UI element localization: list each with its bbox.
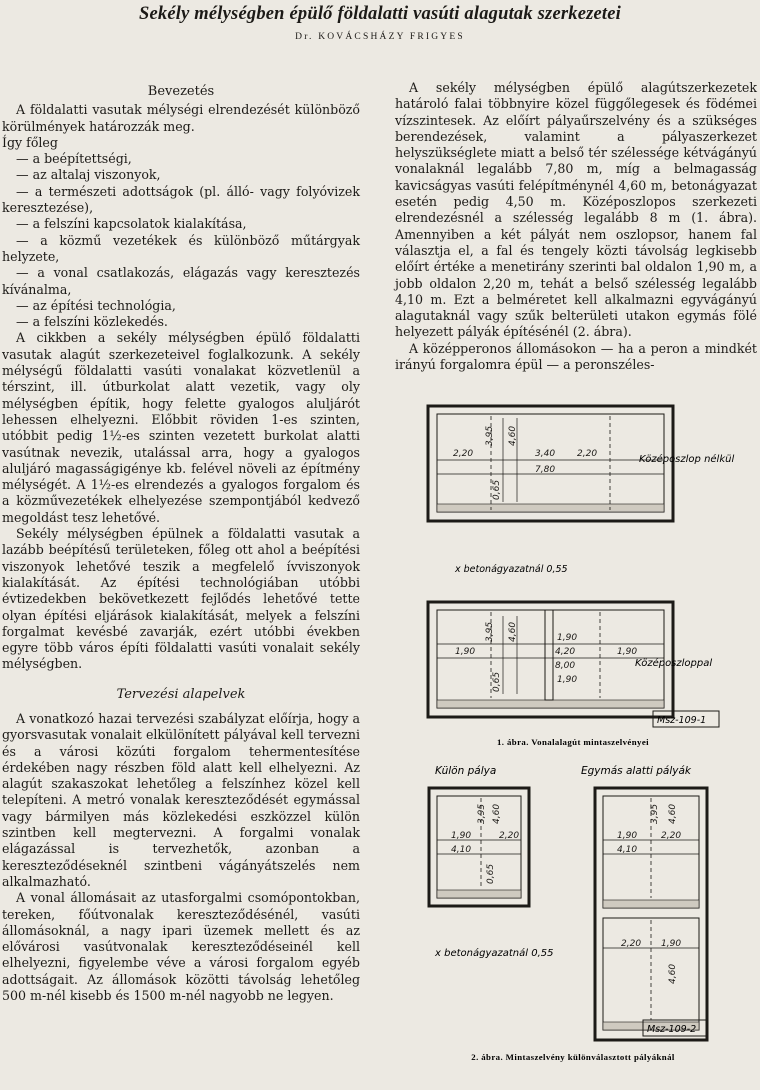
fig2-dim: 0,65 — [486, 863, 496, 884]
section-heading-design: Tervezési alapelvek — [116, 686, 246, 702]
fig2-dim: 4,60 — [668, 963, 678, 984]
factor-list — [2, 151, 360, 330]
fig1-dim: 1,90 — [557, 633, 578, 643]
fig1-dim: 3,40 — [535, 449, 556, 459]
fig2-dim: 4,60 — [492, 803, 502, 824]
list-item: — a beépítettségi, — [16, 151, 132, 167]
fig2-dim: 4,60 — [668, 803, 678, 824]
list-lead: Így főleg — [2, 134, 58, 150]
fig2-dim: 1,90 — [451, 831, 472, 841]
fig1-dim: 1,90 — [557, 675, 578, 685]
body-paragraph: A vonatkozó hazai tervezési szabályzat előírja, hogy a gyorsvasutak vonalait elkülönített pályával kell tervezni és a városi közúti forgalom tehermentesítése érdekében nagy részben föld alatt kell elhelyezni. Az alagút szakaszokat lehetőleg a felszínhez közel kell telepíteni. A metró vonalak kereszteződését egymással vagy bármilyen más közlekedési eszközzel külön szintben kell megtervezni. A forgalmi vonalak elágazással is tervezhetők, azonban a kereszteződéseknél szintbeni vágányátszelés nem alkalmazható. — [2, 710, 360, 889]
list-item: — az építési technológia, — [16, 297, 176, 313]
fig1-dim: 4,20 — [555, 647, 576, 657]
stacked-track-tunnel — [595, 788, 707, 1040]
list-item: — az altalaj viszonyok, — [16, 167, 161, 183]
list-item: — a felszíni közlekedés. — [16, 314, 168, 330]
fig2-label-right: Egymás alatti pályák — [581, 765, 692, 777]
fig1-dim: 0,65 — [492, 671, 502, 692]
fig2-dim: 3,95 — [477, 803, 487, 824]
fig2-label-left: Külön pálya — [435, 765, 497, 777]
body-paragraph: A vonal állomásait az utasforgalmi csomópontokban, tereken, főútvonalak kereszteződésénél, vasúti állomásoknál, a nagy ipari üzemek mellett és az elővárosi vasútvonalak kereszteződéseinél kell elhelyezni, figyelembe véve a városi forgalom egyéb adottságait. Az állomások közötti távolság lehetőleg 500 m-nél kisebb és 1500 m-nél nagyobb ne legyen. — [2, 890, 360, 1004]
fig1-dim: 1,90 — [617, 647, 638, 657]
list-item: — a vonal csatlakozás, elágazás vagy keresztezés kívánalma, — [2, 265, 360, 297]
section-heading-intro: Bevezetés — [147, 84, 215, 99]
fig2-dim: 4,10 — [617, 845, 638, 855]
fig1-code: Msz-109-1 — [657, 715, 707, 726]
fig2-note: x betonágyazatnál 0,55 — [435, 948, 554, 959]
body-paragraph: A középperonos állomásokon — ha a peron a mindkét irányú forgalomra épül — a peronszéles- — [395, 340, 757, 373]
fig1-dim: 7,80 — [535, 465, 556, 475]
fig1-dim: 3,95 — [485, 425, 495, 446]
figure-2-separate-tracks — [395, 758, 760, 1070]
fig1-dim: 4,60 — [508, 425, 518, 446]
right-column — [395, 80, 757, 373]
fig1-dim: 0,65 — [492, 479, 502, 500]
fig2-dim: 2,20 — [661, 831, 682, 841]
fig1-dim: 8,00 — [555, 661, 576, 671]
fig1-dim: 3,95 — [485, 621, 495, 642]
article-title: Sekély mélységben épülő földalatti vasúti alagutak szerkezetei — [138, 4, 622, 24]
fig2-dim: 1,90 — [661, 939, 682, 949]
fig1-dim: 4,60 — [508, 621, 518, 642]
list-item: — a természeti adottságok (pl. álló- vagy folyóvizek keresztezése), — [2, 183, 360, 216]
body-paragraph: A cikkben a sekély mélységben épülő földalatti vasutak alagút szerkezeteivel foglalkozunk. A sekély mélységű földalatti vasúti vonalakat közvetlenül a térszint, ill. útburkolat alatt vezetik, vagy oly mélységben építik, hogy felette gyalogos aluljárót lehessen elhelyezni. Előbbit röviden 1-es szinten, utóbbit pedig 1½-es szinten vezetett burkolat alatti vasútnak nevezik, utalással arra, hogy a gyalogos aluljáró magasságigénye kb. felével növeli az építmény mélységét. A 1½-es elrendezés a gyalogos forgalom és a közművezetékek elhelyezése szempontjából kedvező megoldást tesz lehetővé. — [2, 330, 360, 525]
fig2-code: Msz-109-2 — [647, 1024, 697, 1035]
fig2-dim: 4,10 — [451, 845, 472, 855]
left-column — [2, 84, 360, 1004]
article-author: Dr. KOVÁCSHÁZY FRIGYES — [295, 32, 465, 42]
fig1-note: x betonágyazatnál 0,55 — [455, 564, 568, 575]
fig2-dim: 2,20 — [499, 831, 520, 841]
body-paragraph: A sekély mélységben épülő alagútszerkezetek határoló falai többnyire közel függőlegesek és födémei vízszintesek. Az előírt pályaűrszelvény és a szükséges berendezések, valamint a pályaszerkezet helyszükséglete miatt a belső tér szélessége kétvágányú vonalaknál legalább 7,80 m, míg a belmagasság kavicságyas vasúti felépítménynél 4,60 m, betonágyazat esetén pedig 4,50 m. Középoszlopos szerkezeti elrendezésnél a szélesség legalább 8 m (1. ábra). Amennyiben a két pályát nem oszlopsor, hanem fal választja el, a fal és tengely közti távolság legkisebb előírt értéke a menetirány szerinti bal oldalon 1,90 m, a jobb oldalon 2,20 m, tehát a belső szélesség legalább 4,10 m. Ezt a belméretet kell alkalmazni egyvágányú alagutaknál vagy szűk belterületi utakon egymás fölé helyezett pályák építésénél (2. ábra). — [395, 80, 757, 340]
fig1-label-bottom: Középoszloppal — [635, 658, 713, 669]
fig1-dim: 2,20 — [453, 449, 474, 459]
fig1-caption: 1. ábra. Vonalalagút mintaszelvényei — [497, 737, 649, 747]
fig2-caption: 2. ábra. Mintaszelvény különválasztott pályáknál — [471, 1052, 675, 1062]
list-item: — a közmű vezetékek és különböző műtárgyak helyzete, — [2, 232, 360, 264]
intro-paragraph: A földalatti vasutak mélységi elrendezését különböző körülmények határozzák meg. — [2, 102, 360, 134]
list-item: — a felszíni kapcsolatok kialakítása, — [16, 216, 247, 232]
fig1-dim: 2,20 — [577, 449, 598, 459]
figure-1-tunnel-sections — [395, 392, 760, 754]
fig1-label-top: Középoszlop nélkül — [639, 454, 735, 465]
fig2-dim: 1,90 — [617, 831, 638, 841]
fig2-dim: 2,20 — [621, 939, 642, 949]
fig1-dim: 1,90 — [455, 647, 476, 657]
body-paragraph: Sekély mélységben épülnek a földalatti vasutak a lazább beépítésű területeken, főleg ott ahol a beépítési viszonyok lehetővé teszik a megfelelő ívviszonyok kialakítását. Az építési technológiában utóbbi évtizedekben bekövetkezett fejlődés lehetővé tette olyan építési eljárások kialakítását, melyek a felszíni forgalmat kevésbé zavarják, ezért utóbbi években egyre több város építi földalatti vasúti vonalait sekély mélységben. — [2, 526, 360, 672]
fig2-dim: 3,95 — [650, 803, 660, 824]
